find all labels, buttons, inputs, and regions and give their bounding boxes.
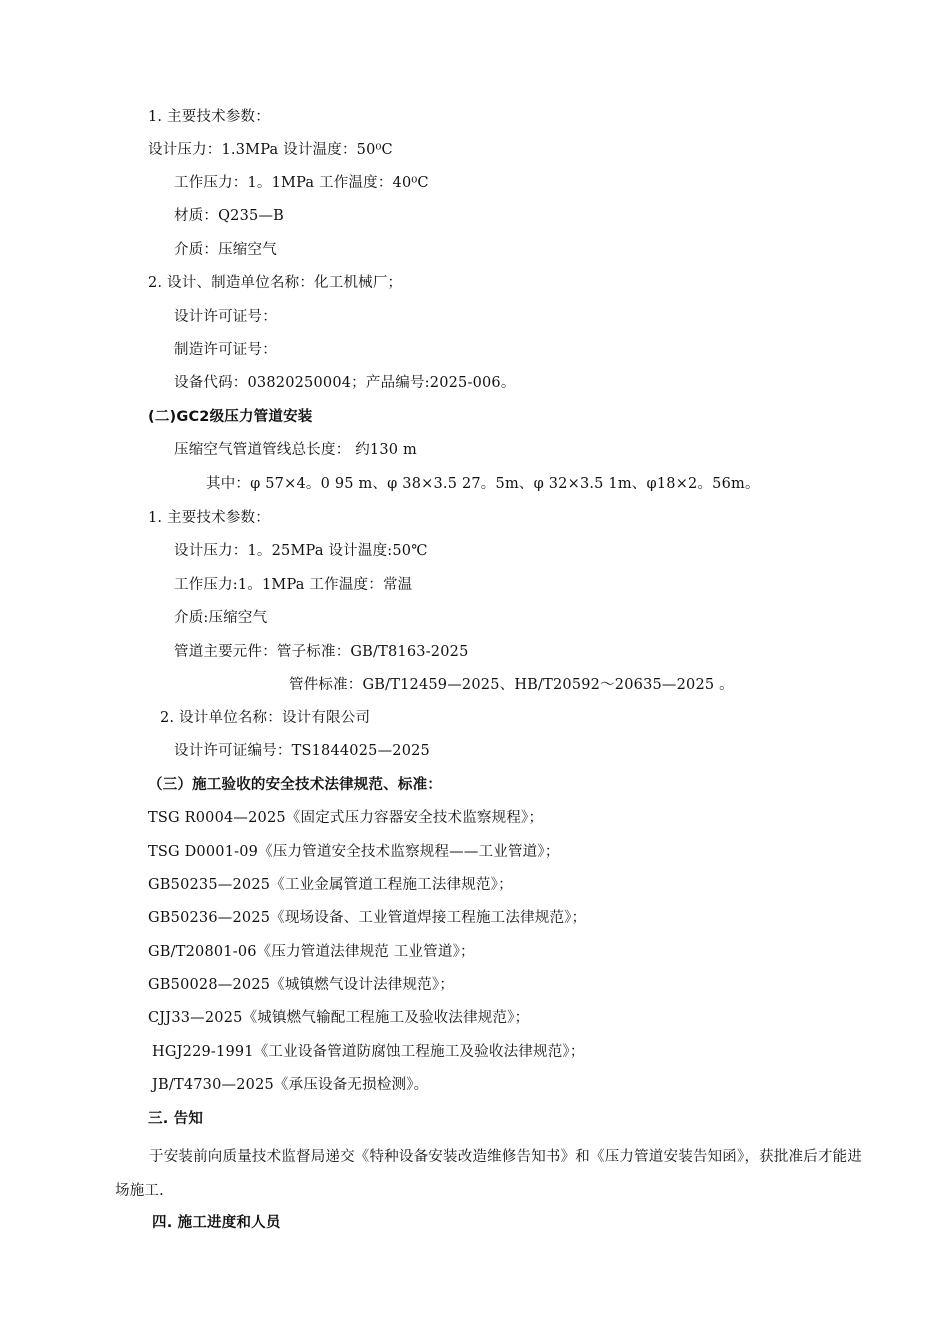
text-line: 管件标准：GB/T12459—2025、HB/T20592～20635—2025 。	[289, 677, 734, 693]
standard-item: GB50236—2025《现场设备、工业管道焊接工程施工法律规范》；	[148, 910, 587, 926]
text-line: 设备代码：03820250004；产品编号:2025-006。	[174, 375, 516, 391]
section-heading: (二)GC2级压力管道安装	[148, 409, 313, 425]
text-line: 设计许可证编号：TS1844025—2025	[174, 743, 430, 759]
section-heading: 三. 告知	[148, 1111, 204, 1127]
standard-item: GB50028—2025《城镇燃气设计法律规范》；	[148, 977, 455, 993]
standard-item: HGJ229-1991《工业设备管道防腐蚀工程施工及验收法律规范》；	[152, 1044, 585, 1060]
text-line: 制造许可证号：	[174, 342, 277, 358]
text-line: 设计压力：1.3MPa 设计温度：50⁰C	[148, 142, 393, 158]
section-heading: 四. 施工进度和人员	[152, 1215, 281, 1231]
standard-item: TSG R0004—2025《固定式压力容器安全技术监察规程》；	[148, 810, 544, 826]
text-line: 介质:压缩空气	[174, 610, 268, 626]
text-line: 其中：φ 57×4。0 95 m、φ 38×3.5 27。5m、φ 32×3.5 1m、φ18×2。56m。	[206, 476, 760, 492]
text-line: 介质：压缩空气	[174, 242, 277, 258]
text-line: 1. 主要技术参数：	[148, 510, 270, 526]
text-line: 工作压力:1。1MPa 工作温度：常温	[174, 577, 413, 593]
text-line: 2. 设计、制造单位名称：化工机械厂；	[148, 275, 403, 291]
text-line: 压缩空气管道管线总长度： 约130 m	[174, 442, 417, 458]
standard-item: TSG D0001-09《压力管道安全技术监察规程——工业管道》；	[148, 844, 560, 860]
standard-item: GB50235—2025《工业金属管道工程施工法律规范》；	[148, 877, 513, 893]
notice-paragraph: 于安装前向质量技术监督局递交《特种设备安装改造维修告知书》和《压力管道安装告知函》，获批准后才能进场施工.	[115, 1149, 863, 1199]
text-line: 管道主要元件：管子标准：GB/T8163-2025	[174, 644, 469, 660]
text-line: 设计许可证号：	[174, 309, 277, 325]
section-heading: （三）施工验收的安全技术法律规范、标准：	[148, 777, 442, 793]
text-line: 材质：Q235—B	[174, 208, 285, 224]
standard-item: CJJ33—2025《城镇燃气输配工程施工及验收法律规范》；	[148, 1010, 530, 1026]
standard-item: GB/T20801-06《压力管道法律规范 工业管道》；	[148, 944, 475, 960]
text-line: 2. 设计单位名称：设计有限公司	[160, 710, 371, 726]
text-line: 设计压力：1。25MPa 设计温度:50℃	[174, 543, 428, 559]
text-line: 工作压力：1。1MPa 工作温度：40⁰C	[174, 175, 429, 191]
text-line: 1. 主要技术参数：	[148, 109, 270, 125]
standard-item: JB/T4730—2025《承压设备无损检测》。	[152, 1077, 429, 1093]
